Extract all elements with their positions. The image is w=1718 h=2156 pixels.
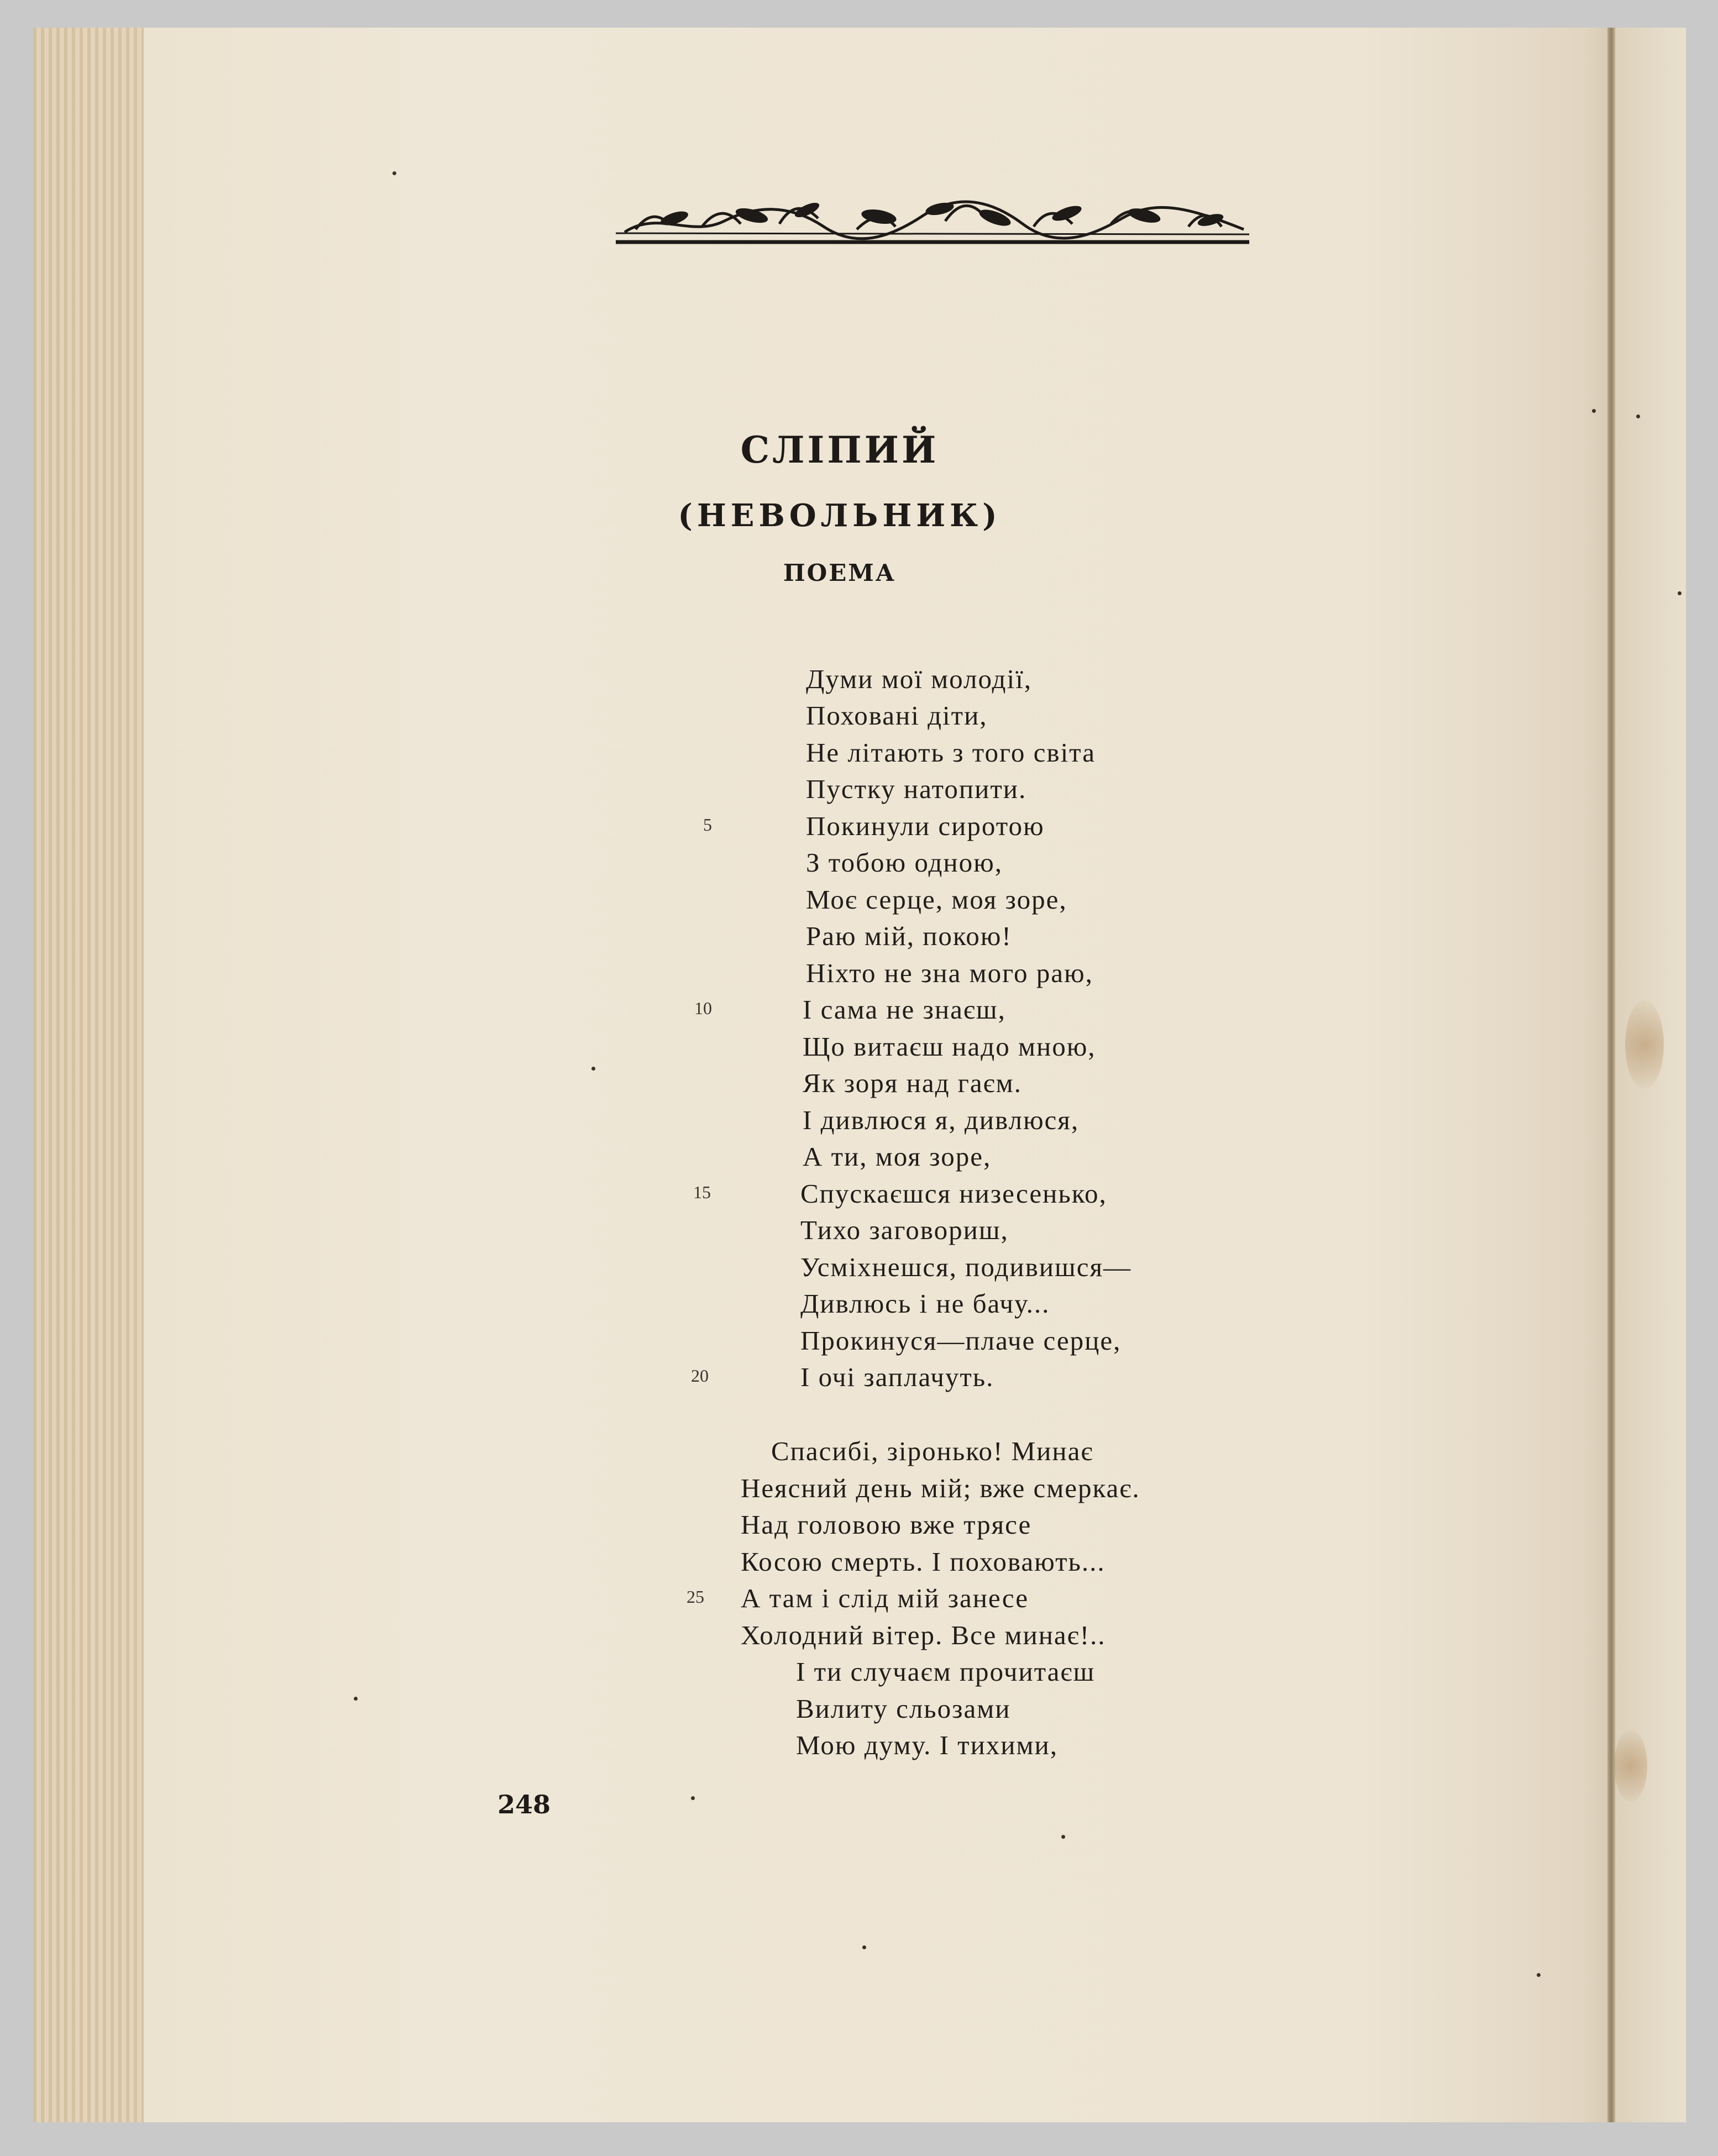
verse-line: Що витаєш надо мною, [803, 1031, 1096, 1062]
verse-line: Не літають з того світа [806, 737, 1096, 768]
page-number: 248 [497, 1790, 551, 1819]
speck [1061, 1835, 1065, 1839]
verse-line: І сама не знаєш, [803, 994, 1006, 1025]
speck [1592, 409, 1596, 413]
verse-line: Косою смерть. І поховають... [741, 1546, 1106, 1577]
speck [862, 1945, 866, 1949]
poem-title: СЛІПИЙ [740, 428, 939, 471]
decorative-ornament-icon [614, 177, 1255, 260]
verse-line: Думи мої молодії, [806, 664, 1032, 694]
verse-line: Мою думу. І тихими, [796, 1730, 1058, 1760]
speck [354, 1697, 358, 1701]
line-number: 10 [694, 998, 712, 1018]
verse-line: Дивлюсь і не бачу... [800, 1288, 1050, 1319]
poem-subtitle: (НЕВОЛЬНИК) [678, 497, 1002, 534]
verse-line: Моє серце, моя зоре, [806, 884, 1067, 915]
verse-line: Поховані діти, [806, 700, 988, 731]
paper-stain [1614, 1730, 1647, 1802]
verse-line: І очі заплачуть. [800, 1362, 994, 1392]
line-number: 5 [703, 815, 712, 835]
verse-line: Спускаєшся низесенько, [800, 1178, 1107, 1209]
speck [591, 1067, 595, 1071]
verse-line: Тихо заговориш, [800, 1215, 1009, 1245]
verse-line: Як зоря над гаєм. [803, 1068, 1022, 1098]
verse-line: Пустку натопити. [806, 774, 1027, 804]
speck [1636, 415, 1640, 418]
verse-line: Неясний день мій; вже смеркає. [741, 1473, 1140, 1503]
verse-line: А там і слід мій занесе [741, 1583, 1029, 1613]
verse-line: Покинули сиротою [806, 811, 1045, 841]
speck [392, 171, 396, 175]
verse-line: І дивлюся я, дивлюся, [803, 1105, 1080, 1135]
verse-line: Прокинуся—плаче серце, [800, 1325, 1122, 1356]
line-number: 15 [693, 1182, 711, 1202]
verse-line: А ти, моя зоре, [803, 1141, 992, 1172]
line-number: 20 [691, 1366, 709, 1386]
verse-line: Вилиту сльозами [796, 1693, 1011, 1724]
verse-line: І ти случаєм прочитаєш [796, 1656, 1096, 1687]
verse-line: Усміхнешся, подивишся— [800, 1252, 1132, 1282]
speck [691, 1796, 695, 1800]
page-fold [1607, 28, 1615, 2122]
poem-genre: ПОЕМА [783, 559, 896, 586]
line-number: 25 [687, 1587, 704, 1607]
verse-line: Над головою вже трясе [741, 1509, 1032, 1540]
speck [1678, 591, 1682, 595]
paper-stain [1625, 1000, 1664, 1089]
verse-line: Спасибі, зіронько! Минає [771, 1436, 1094, 1466]
book-edge [33, 28, 144, 2122]
speck [1537, 1973, 1541, 1977]
verse-line: З тобою одною, [806, 847, 1003, 878]
verse-line: Холодний вітер. Все минає!.. [741, 1620, 1106, 1650]
verse-line: Раю мій, покою! [806, 921, 1012, 951]
verse-line: Ніхто не зна мого раю, [806, 958, 1093, 988]
